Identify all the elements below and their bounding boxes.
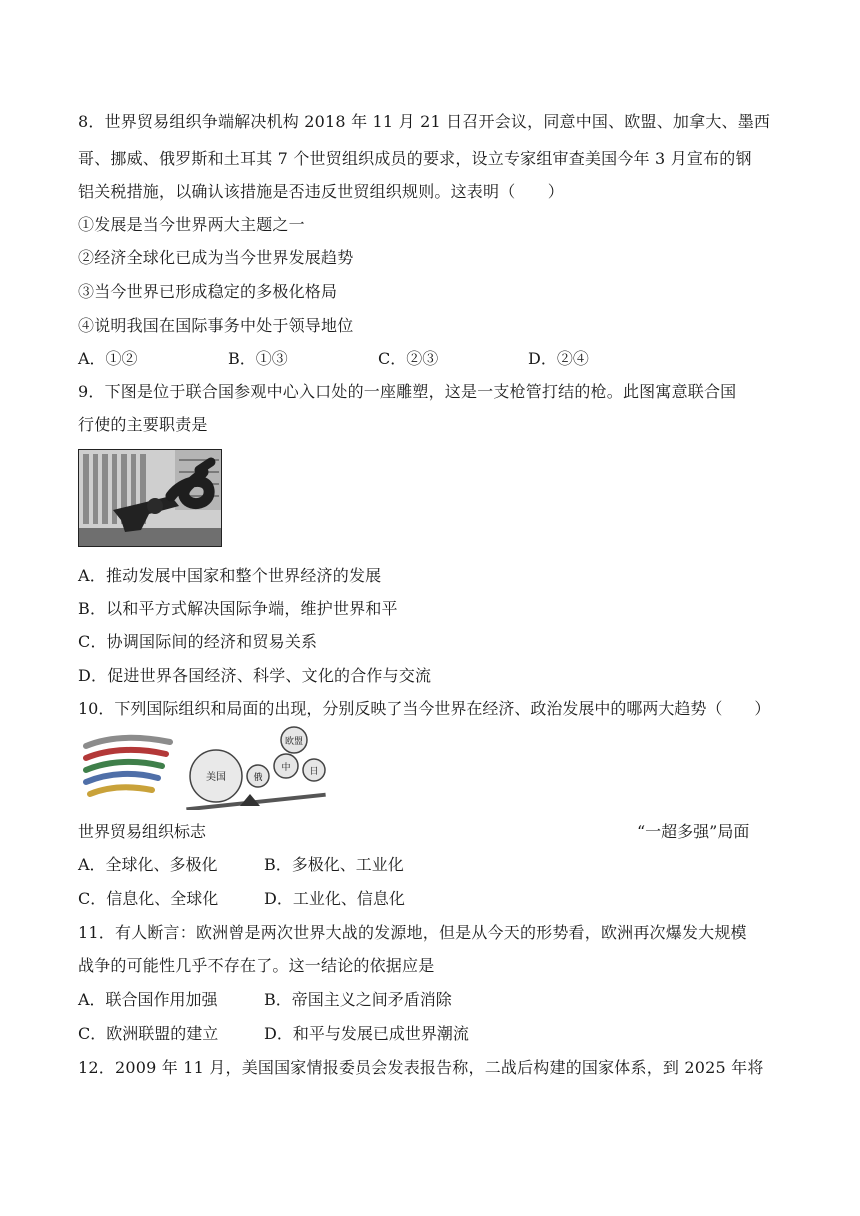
q8-option-d: D．②④ bbox=[528, 349, 589, 368]
q11-option-c: C．欧洲联盟的建立 bbox=[78, 1024, 219, 1043]
q10-line: 10．下列国际组织和局面的出现，分别反映了当今世界在经济、政治发展中的哪两大趋势（ ） bbox=[78, 699, 771, 718]
q10-options-row-2 bbox=[78, 887, 405, 911]
caption-wto-logo: 世界贸易组织标志 bbox=[78, 822, 207, 841]
q11-option-b: B．帝国主义之间矛盾消除 bbox=[264, 990, 452, 1009]
q8-line-3: 铝关税措施，以确认该措施是否违反世贸组织规则。这表明（ ） bbox=[78, 182, 565, 201]
q8-option-a: A．①② bbox=[78, 349, 138, 368]
scale-label-eu: 欧盟 bbox=[284, 737, 304, 747]
q8-line-1: 8．世界贸易组织争端解决机构 2018 年 11 月 21 日召开会议，同意中国、欧盟、加拿大、墨西 bbox=[78, 112, 771, 131]
scale-label-russia: 俄 bbox=[253, 773, 263, 783]
q11-options-row-2 bbox=[78, 1022, 469, 1046]
q10-option-c: C．信息化、全球化 bbox=[78, 889, 219, 908]
q10-option-a: A．全球化、多极化 bbox=[78, 855, 218, 874]
q8-line-2: 哥、挪威、俄罗斯和土耳其 7 个世贸组织成员的要求，设立专家组审查美国今年 3 月宣布的钢 bbox=[78, 149, 752, 168]
q9-option-d: D．促进世界各国经济、科学、文化的合作与交流 bbox=[78, 666, 432, 685]
q9-line-2: 行使的主要职责是 bbox=[78, 415, 208, 434]
q11-line-1: 11．有人断言：欧洲曾是两次世界大战的发源地，但是从今天的形势看，欧洲再次爆发大规模 bbox=[78, 923, 747, 942]
q8-option-c: C．②③ bbox=[378, 349, 439, 368]
q9-option-b: B．以和平方式解决国际争端，维护世界和平 bbox=[78, 599, 398, 618]
scale-label-usa: 美国 bbox=[206, 772, 226, 783]
q11-option-a: A．联合国作用加强 bbox=[78, 990, 218, 1009]
q9-option-a: A．推动发展中国家和整个世界经济的发展 bbox=[78, 566, 382, 585]
q12-line: 12．2009 年 11 月，美国国家情报委员会发表报告称，二战后构建的国家体系，到 2025 年将 bbox=[78, 1058, 764, 1077]
q10-option-d: D．工业化、信息化 bbox=[264, 889, 405, 908]
q8-options bbox=[78, 347, 589, 371]
q8-statement-2: ②经济全球化已成为当今世界发展趋势 bbox=[78, 248, 354, 267]
q11-option-d: D．和平与发展已成世界潮流 bbox=[264, 1024, 469, 1043]
q9-option-c: C．协调国际间的经济和贸易关系 bbox=[78, 632, 318, 651]
wto-logo-image bbox=[80, 732, 180, 802]
caption-one-super-many-powers: “一超多强”局面 bbox=[637, 822, 750, 841]
scale-label-china: 中 bbox=[281, 763, 291, 773]
q8-statement-3: ③当今世界已形成稳定的多极化格局 bbox=[78, 282, 338, 301]
knotted-gun-sculpture-image bbox=[78, 449, 222, 547]
q9-line-1: 9．下图是位于联合国参观中心入口处的一座雕塑，这是一支枪管打结的枪。此图寓意联合国 bbox=[78, 382, 737, 401]
q8-statement-1: ①发展是当今世界两大主题之一 bbox=[78, 215, 305, 234]
q11-line-2: 战争的可能性几乎不存在了。这一结论的依据应是 bbox=[78, 956, 435, 975]
q10-options-row-1 bbox=[78, 853, 404, 877]
q10-option-b: B．多极化、工业化 bbox=[264, 855, 404, 874]
q8-statement-4: ④说明我国在国际事务中处于领导地位 bbox=[78, 316, 354, 335]
q11-options-row-1 bbox=[78, 988, 452, 1012]
scale-label-japan: 日 bbox=[309, 767, 319, 777]
q8-option-b: B．①③ bbox=[228, 349, 288, 368]
balance-scale-image bbox=[184, 726, 332, 810]
